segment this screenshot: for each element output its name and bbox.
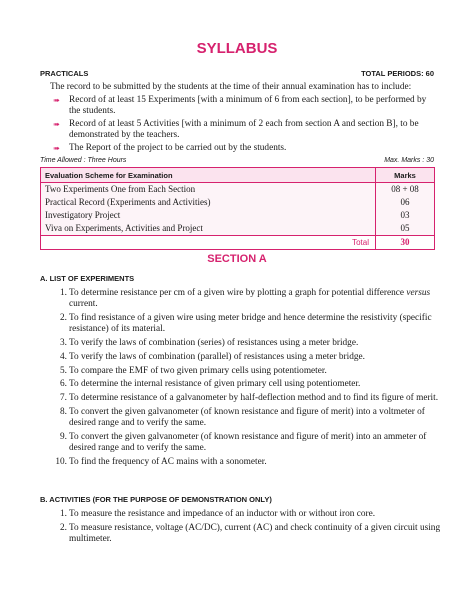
table-row <box>41 183 435 197</box>
list-item: ➠ Record of at least 5 Activities [with a minimum of 2 each from section A and section B], to be demonstrated by the teachers. <box>53 119 419 140</box>
practicals-label: PRACTICALS <box>40 69 89 78</box>
section-a-title: SECTION A <box>207 253 267 265</box>
record-requirements-list <box>53 95 438 156</box>
list-item: 6. To determine the internal resistance of given primary cell using potentiometer. <box>60 379 361 390</box>
evaluation-scheme-table <box>40 167 435 250</box>
list-item: ➠ Record of at least 15 Experiments [with a minimum of 6 from each section], to be performed by the students. <box>53 95 427 116</box>
arrow-bullet-icon: ➠ <box>53 120 60 129</box>
table-row <box>41 209 435 222</box>
list-item: 3. To verify the laws of combination (series) of resistances using a meter bridge. <box>60 338 359 348</box>
table-total-row <box>41 236 435 250</box>
page-title: SYLLABUS <box>196 40 278 57</box>
arrow-bullet-icon: ➠ <box>53 96 60 105</box>
table-cell-marks: 03 <box>376 209 435 222</box>
table-cell-marks: 05 <box>376 222 435 236</box>
list-item: 1. To measure the resistance and impedance of an inductor with or without iron core. <box>60 509 376 519</box>
experiments-list <box>53 288 443 471</box>
activities-list <box>53 509 443 548</box>
list-item: 1. To determine resistance per cm of a given wire by plotting a graph for potential difference versus current. <box>60 288 431 310</box>
max-marks: Max. Marks : 30 <box>384 157 434 164</box>
activities-heading: B. ACTIVITIES (FOR THE PURPOSE OF DEMONSTRATION ONLY) <box>40 495 272 504</box>
column-header-scheme: Evaluation Scheme for Examination <box>41 168 376 183</box>
list-item: 7. To determine resistance of a galvanometer by half-deflection method and to find its figure of merit. <box>60 393 439 404</box>
table-cell-marks: 08 + 08 <box>376 183 435 197</box>
total-label: Total <box>41 236 376 250</box>
practicals-intro: The record to be submitted by the students at the time of their annual examination has to include: <box>50 82 412 92</box>
experiments-heading: A. LIST OF EXPERIMENTS <box>40 274 135 283</box>
list-item: 2. To find resistance of a given wire using meter bridge and hence determine the resistivity (specific resistance) of its material. <box>60 313 432 335</box>
arrow-bullet-icon: ➠ <box>53 144 60 153</box>
list-item: ➠ The Report of the project to be carried out by the students. <box>53 143 287 153</box>
table-row <box>41 222 435 236</box>
table-cell-item: Practical Record (Experiments and Activities) <box>41 196 376 209</box>
list-item: 10. To find the frequency of AC mains with a sonometer. <box>55 456 267 467</box>
table-row <box>41 196 435 209</box>
table-cell-item: Investigatory Project <box>41 209 376 222</box>
total-periods: TOTAL PERIODS: 60 <box>361 69 434 78</box>
time-allowed: Time Allowed : Three Hours <box>40 157 127 164</box>
table-cell-item: Two Experiments One from Each Section <box>41 183 376 197</box>
list-item: 5. To compare the EMF of two given primary cells using potentiometer. <box>60 365 327 376</box>
total-value: 30 <box>376 236 435 250</box>
column-header-marks: Marks <box>376 168 435 183</box>
table-header-row <box>41 168 435 183</box>
list-item: 2. To measure resistance, voltage (AC/DC), current (AC) and check continuity of a given circuit using multimeter. <box>60 522 441 544</box>
list-item: 8. To convert the given galvanometer (of known resistance and figure of merit) into a voltmeter of desired range and to verify the same. <box>60 406 425 429</box>
list-item: 9. To convert the given galvanometer (of known resistance and figure of merit) into an ammeter of desired range and to verify the same. <box>60 431 427 454</box>
list-item: 4. To verify the laws of combination (parallel) of resistances using a meter bridge. <box>60 351 365 362</box>
table-cell-item: Viva on Experiments, Activities and Project <box>41 222 376 236</box>
table-cell-marks: 06 <box>376 196 435 209</box>
